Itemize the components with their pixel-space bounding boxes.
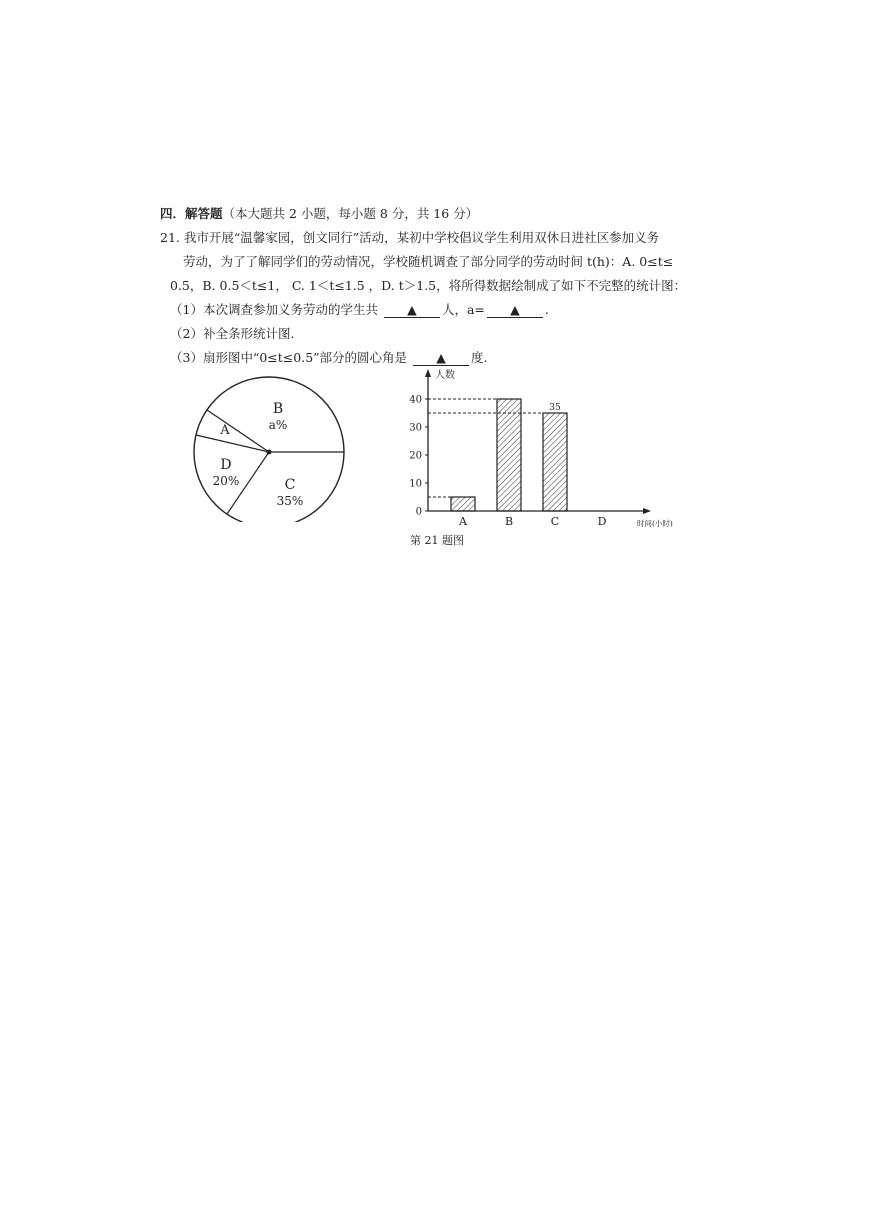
category-label-d: D — [597, 515, 607, 528]
bars — [451, 399, 567, 511]
question-stem-1: 我市开展“温馨家园，创文同行”活动，某初中学校倡议学生利用双休日进社区参加义务 — [183, 230, 660, 245]
reference-lines — [428, 399, 543, 497]
category-label-c: C — [550, 515, 560, 528]
bar-a — [451, 497, 475, 511]
x-categories — [458, 515, 607, 528]
pie-chart — [185, 372, 355, 522]
pie-value-d: 20% — [212, 474, 240, 488]
category-label-b: B — [504, 515, 514, 528]
y-ticks — [409, 395, 428, 518]
pie-value-b: a% — [268, 418, 288, 432]
bar-chart — [400, 364, 700, 532]
y-tick-label: 30 — [409, 422, 422, 434]
pie-center — [267, 450, 272, 455]
x-axis-label: 时间(小时) — [637, 519, 673, 528]
answer-blank-a: ▲ — [487, 303, 543, 318]
question-stem-2: 劳动，为了了解同学们的劳动情况，学校随机调查了部分同学的劳动时间 t(h)：A. 0≤t≤ — [183, 254, 674, 269]
answer-blank-angle: ▲ — [413, 351, 469, 366]
question-part-1 — [170, 301, 549, 319]
y-tick-label: 40 — [409, 394, 422, 406]
part3-prefix: （3）扇形图中“0≤t≤0.5”部分的圆心角是 — [170, 350, 408, 365]
data-label-c: 35 — [549, 403, 561, 413]
part1-mid: 人，a= — [441, 302, 485, 317]
pie-divider-ab — [207, 410, 269, 452]
figure-caption: 第 21 题图 — [410, 534, 464, 547]
section-heading — [160, 205, 478, 223]
part1-prefix: （1）本次调查参加义务劳动的学生共 — [170, 302, 378, 317]
bar-b — [497, 399, 521, 511]
pie-divider-da — [196, 435, 269, 452]
y-tick-label: 10 — [409, 478, 422, 490]
y-tick-label: 20 — [409, 450, 422, 462]
pie-label-d: D — [220, 457, 232, 473]
question-stem-3: 0.5，B. 0.5＜t≤1， C. 1＜t≤1.5 ，D. t＞1.5，将所得数据绘制成了如下不完整的统计图： — [170, 278, 687, 293]
x-axis-arrow — [643, 508, 651, 514]
question-line-1 — [160, 229, 659, 247]
y-tick-label: 0 — [415, 506, 422, 518]
answer-blank-count: ▲ — [384, 303, 440, 318]
pie-label-c: C — [284, 477, 296, 493]
pie-value-c: 35% — [276, 494, 304, 508]
category-label-a: A — [459, 515, 467, 528]
question-part-2: （2）补全条形统计图. — [170, 326, 295, 341]
pie-label-a: A — [220, 423, 230, 438]
y-axis-arrow — [425, 369, 431, 377]
question-number: 21. — [160, 230, 180, 245]
part3-end: 度. — [471, 350, 488, 365]
pie-label-b: B — [272, 401, 284, 417]
bar-c — [543, 413, 567, 511]
part1-end: . — [544, 302, 549, 317]
y-axis-label: 人数 — [435, 370, 455, 381]
section-title: 四．解答题 — [160, 206, 223, 221]
section-note: （本大题共 2 小题，每小题 8 分，共 16 分） — [222, 206, 479, 221]
